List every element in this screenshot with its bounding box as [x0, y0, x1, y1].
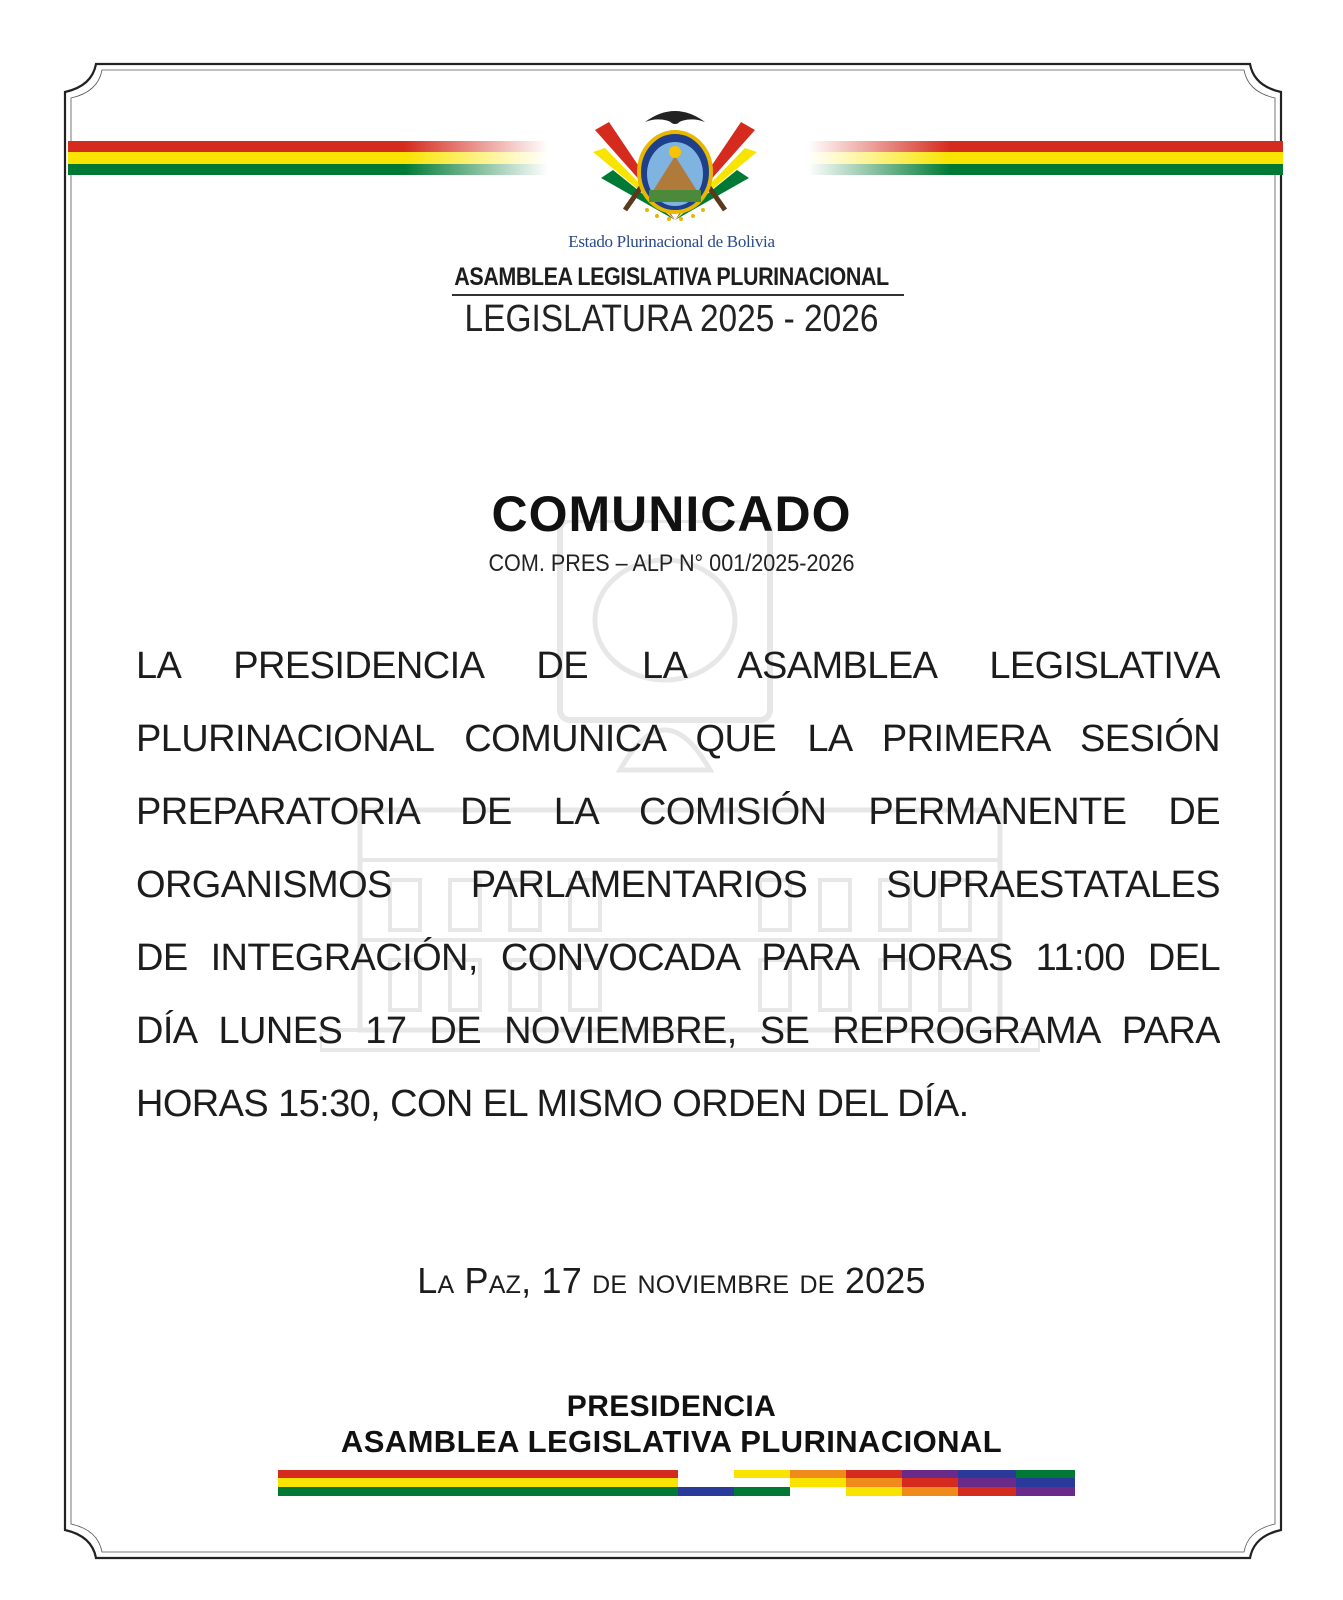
signature-title: PRESIDENCIA: [566, 1390, 777, 1423]
legislature-period: LEGISLATURA 2025 - 2026: [464, 298, 879, 340]
date-year: 2025: [844, 1260, 926, 1301]
signature-organization: ASAMBLEA LEGISLATIVA PLURINACIONAL: [340, 1424, 1003, 1459]
place-date: [0, 1260, 1343, 1302]
document-body: [136, 630, 1220, 1141]
flag-stripe-left: [68, 141, 548, 175]
footer-flag-bar: [278, 1470, 1075, 1496]
document-reference: COM. PRES – ALP N° 001/2025-2026: [488, 550, 855, 577]
body-line: ORGANISMOS PARLAMENTARIOS SUPRAESTATALES: [136, 864, 1220, 906]
header-divider: [452, 294, 904, 296]
body-line: LA PRESIDENCIA DE LA ASAMBLEA LEGISLATIVA: [136, 645, 1220, 687]
body-line: DÍA LUNES 17 DE NOVIEMBRE, SE REPROGRAMA PARA: [136, 1010, 1220, 1052]
state-name: Estado Plurinacional de Bolivia: [568, 232, 775, 251]
place-date-text: La Paz, 17 de noviembre de: [417, 1260, 835, 1301]
body-line: PREPARATORIA DE LA COMISIÓN PERMANENTE DE: [136, 791, 1220, 833]
document-title: COMUNICADO: [491, 486, 852, 542]
flag-stripe-right: [808, 141, 1283, 175]
organization-name: ASAMBLEA LEGISLATIVA PLURINACIONAL: [454, 263, 889, 291]
body-line: PLURINACIONAL COMUNICA QUE LA PRIMERA SESIÓN: [136, 718, 1220, 760]
body-line: HORAS 15:30, CON EL MISMO ORDEN DEL DÍA.: [136, 1083, 969, 1125]
body-line: DE INTEGRACIÓN, CONVOCADA PARA HORAS 11:00 DEL: [136, 937, 1220, 979]
coat-of-arms-icon: [585, 90, 765, 240]
